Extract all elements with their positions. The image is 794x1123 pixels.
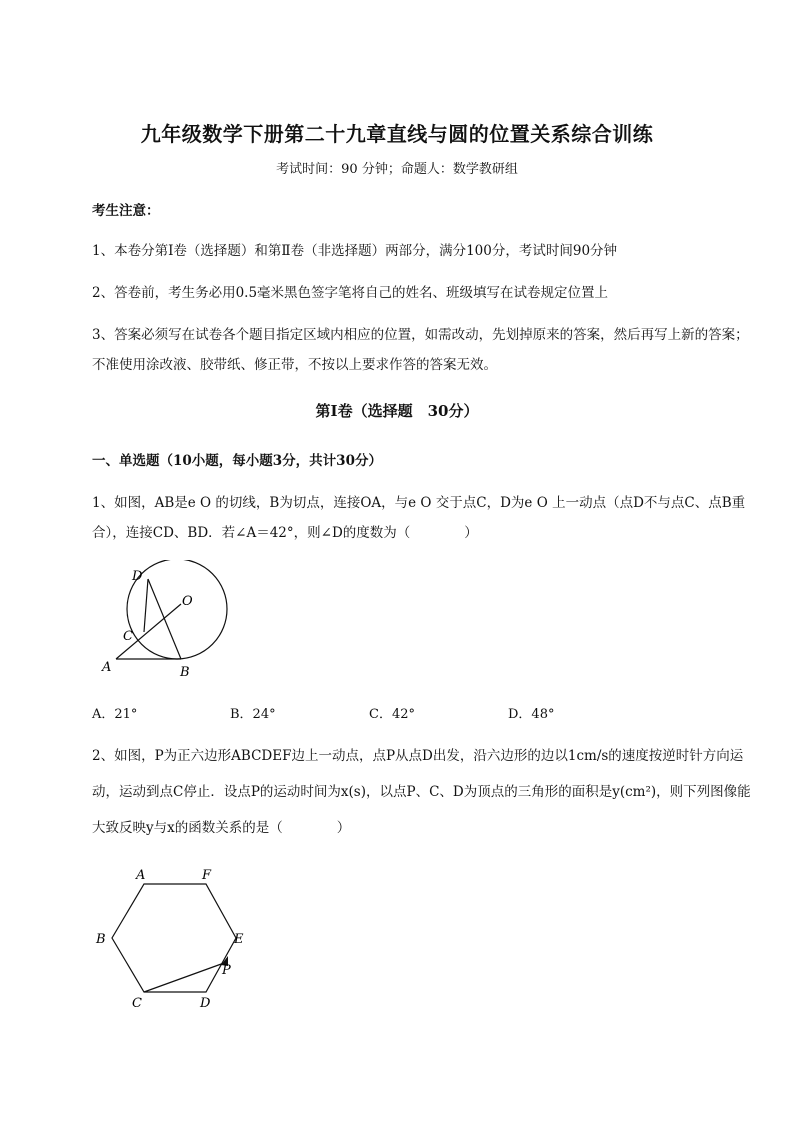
page-subtitle: 考试时间：90 分钟；命题人：数学教研组 xyxy=(276,162,518,177)
option-a: A．21° xyxy=(92,707,138,722)
question-2-text: 2、如图，P为正六边形ABCDEF边上一动点，点P从点D出发，沿六边形的边以1cm/s的速度按逆时针方向运动，运动到点C停止．设点P的运动时间为x(s)，以点P、C、D为顶点的三角形的面积是y(cm²)，则下列图像能大致反映y与x的函数关系的是（ ） xyxy=(92,748,751,836)
label-d: D xyxy=(132,569,143,584)
circle-tangent-figure xyxy=(92,560,242,685)
section-title: 第Ⅰ卷（选择题 30分） xyxy=(315,402,479,420)
page-title: 九年级数学下册第二十九章直线与圆的位置关系综合训练 xyxy=(140,122,654,146)
notice-item: 3、答案必须写在试卷各个题目指定区域内相应的位置，如需改动，先划掉原来的答案，然后再写上新的答案；不准使用涂改液、胶带纸、修正带，不按以上要求作答的答案无效。 xyxy=(92,327,749,373)
notice-heading: 考生注意： xyxy=(92,203,160,219)
label-f: F xyxy=(202,868,212,883)
segment-cd xyxy=(144,579,148,632)
label-a: A xyxy=(136,868,146,883)
label-b: B xyxy=(180,665,190,680)
question-1-text: 1、如图，AB是e O 的切线，B为切点，连接OA，与e O 交于点C，D为e O 上一动点（点D不与点C、点B重合），连接CD、BD．若∠A＝42°，则∠D的度数为（ ） xyxy=(92,495,746,541)
label-p: P xyxy=(222,963,231,978)
hexagon-abcdef xyxy=(112,884,236,992)
segment-cp xyxy=(144,963,224,992)
option-b: B．24° xyxy=(230,707,276,722)
label-b: B xyxy=(96,932,106,947)
label-c: C xyxy=(123,629,133,644)
hexagon-figure xyxy=(92,862,262,1012)
notice-item: 1、本卷分第Ⅰ卷（选择题）和第Ⅱ卷（非选择题）两部分，满分100分，考试时间90分钟 xyxy=(92,243,618,259)
label-c: C xyxy=(132,996,142,1011)
option-c: C．42° xyxy=(369,707,415,722)
part-heading: 一、单选题（10小题，每小题3分，共计30分） xyxy=(92,453,382,469)
option-d: D．48° xyxy=(508,707,555,722)
label-d: D xyxy=(200,996,211,1011)
segment-bd xyxy=(148,579,181,659)
label-a: A xyxy=(102,660,112,675)
notice-item: 2、答卷前，考生务必用0.5毫米黑色签字笔将自己的姓名、班级填写在试卷规定位置上 xyxy=(92,285,609,301)
label-e: E xyxy=(234,932,244,947)
label-o: O xyxy=(182,594,193,609)
